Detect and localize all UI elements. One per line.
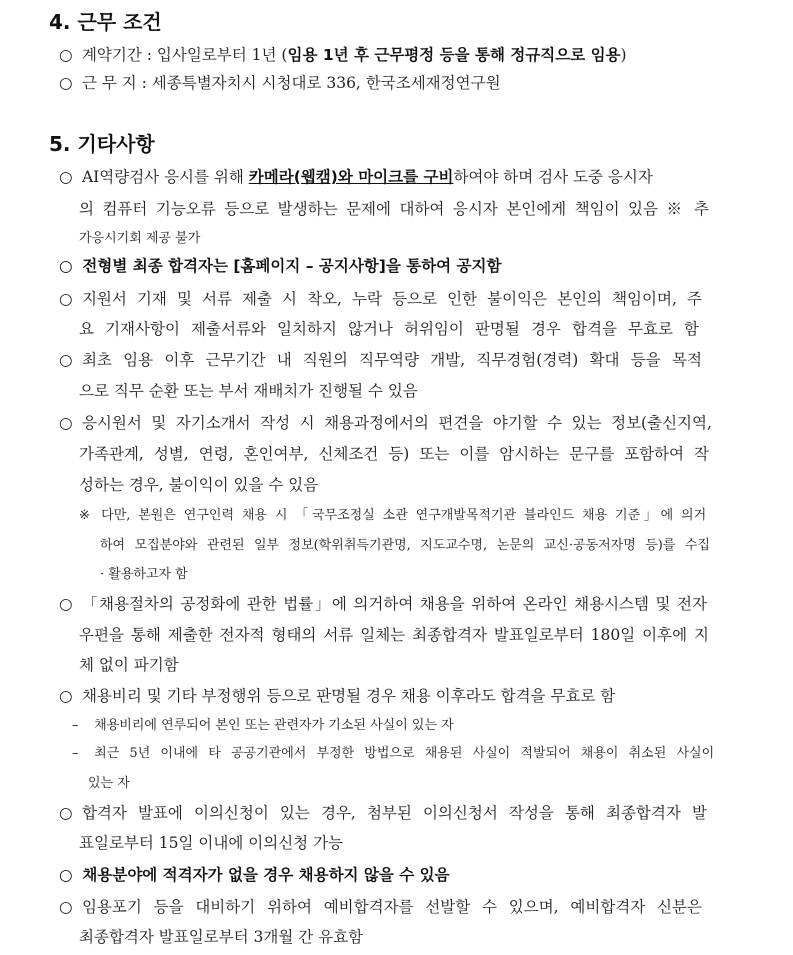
final-notice-text: 전형별 최종 합격자는 [홈페이지 – 공지사항]을 통하여 공지함 — [82, 257, 502, 275]
hiring-fraud-sub-a — [72, 716, 454, 736]
hiring-fraud-sub-a-text: 채용비리에 연루되어 본인 또는 관련자가 기소된 사실이 있는 자 — [94, 718, 454, 733]
hiring-fraud-sub-b — [72, 744, 714, 764]
reserve-candidate-item — [59, 897, 702, 917]
reserve-candidate-line-1: 임용포기 등을 대비하기 위하여 예비합격자를 선발할 수 있으며, 예비합격자 신분은 — [81, 898, 702, 916]
section-5-heading: 5. 기타사항 — [49, 132, 155, 156]
blind-hiring-note — [79, 506, 706, 526]
bullet-marker: ○ — [59, 168, 73, 186]
bullet-marker: ○ — [59, 46, 73, 64]
document-destruction-line-3: 체 없이 파기함 — [79, 656, 179, 674]
hiring-fraud-line-1: 채용비리 및 기타 부정행위 등으로 판명될 경우 채용 이후라도 합격을 무효로 함 — [81, 687, 616, 705]
ai-test-line-2: 의 컴퓨터 기능오류 등으로 발생하는 문제에 대하여 응시자 본인에게 책임이 있음 ※ 추 — [79, 200, 709, 218]
contract-period-item — [59, 45, 627, 65]
dash-marker: – — [72, 718, 79, 733]
application-error-item — [59, 289, 702, 309]
ai-test-text-pre: AI역량검사 응시를 위해 — [81, 168, 249, 186]
bullet-marker: ○ — [59, 74, 73, 92]
bullet-marker: ○ — [59, 804, 73, 822]
blind-hiring-line-2: 하여 모집분야와 관련된 일부 정보(학위취득기관명, 지도교수명, 논문의 교신·공동저자명 등)를 수집 — [100, 538, 710, 553]
ai-test-text-post: 하여야 하며 검사 도중 응시자 — [453, 168, 653, 186]
bullet-marker: ○ — [59, 687, 73, 705]
job-rotation-line-2: 으로 직무 순환 또는 부서 재배치가 진행될 수 있음 — [79, 382, 418, 400]
application-error-line-1: 지원서 기재 및 서류 제출 시 착오, 누락 등으로 인한 불이익은 본인의 책임이며, 주 — [81, 290, 702, 308]
hiring-fraud-sub-b-line-2: 있는 자 — [88, 776, 130, 791]
document-destruction-line-2: 우편을 통해 제출한 전자적 형태의 서류 일체는 최종합격자 발표일로부터 180일 이후에 지 — [79, 626, 709, 644]
job-rotation-line-1: 최초 임용 이후 근무기간 내 직원의 직무역량 개발, 직무경험(경력) 확대 등을 목적 — [81, 351, 702, 369]
blind-hiring-line-1: 다만, 본원은 연구인력 채용 시 「국무조정실 소관 연구개발목적기관 블라인드 채용 기준」에 의거 — [101, 508, 707, 523]
camera-mic-requirement: 카메라(웹캠)와 마이크를 구비 — [248, 168, 454, 186]
ai-test-line-3: 가응시기회 제공 불가 — [79, 231, 201, 246]
bullet-marker: ○ — [59, 351, 73, 369]
bias-info-item — [59, 413, 712, 433]
no-qualified-item — [59, 865, 450, 885]
bullet-marker: ○ — [59, 257, 73, 275]
section-4-heading: 4. 근무 조건 — [49, 10, 162, 34]
reserve-candidate-line-2: 최종합격자 발표일로부터 3개월 간 유효함 — [79, 928, 364, 946]
work-location-label: 근 무 지 : 세종특별자치시 시청대로 336, 한국조세재정연구원 — [81, 74, 501, 92]
bullet-marker: ○ — [59, 290, 73, 308]
final-notice-item — [59, 256, 501, 276]
job-rotation-item — [59, 350, 702, 370]
objection-item — [59, 803, 707, 823]
work-location-item — [59, 73, 501, 93]
document-destruction-line-1: 「채용절차의 공정화에 관한 법률」에 의거하여 채용을 위하여 온라인 채용시스템 및 전자 — [81, 595, 707, 613]
bias-info-line-3: 성하는 경우, 불이익이 있을 수 있음 — [79, 476, 319, 494]
note-marker: ※ — [79, 508, 90, 523]
bullet-marker: ○ — [59, 595, 73, 613]
bias-info-line-1: 응시원서 및 자기소개서 작성 시 채용과정에서의 편견을 야기할 수 있는 정보(출신지역, — [81, 414, 712, 432]
bullet-marker: ○ — [59, 866, 73, 884]
blind-hiring-line-3: · 활용하고자 함 — [100, 567, 188, 582]
contract-period-emphasis: 임용 1년 후 근무평정 등을 통해 정규직으로 임용 — [287, 46, 621, 64]
hiring-fraud-sub-b-line-1: 최근 5년 이내에 타 공공기관에서 부정한 방법으로 채용된 사실이 적발되어 채용이 취소된 사실이 — [94, 746, 715, 761]
objection-line-2: 표일로부터 15일 이내에 이의신청 가능 — [79, 834, 344, 852]
document-destruction-item — [59, 594, 707, 614]
objection-line-1: 합격자 발표에 이의신청이 있는 경우, 첨부된 이의신청서 작성을 통해 최종합격자 발 — [81, 804, 707, 822]
contract-period-label: 계약기간 : 입사일로부터 1년 ( — [81, 46, 288, 64]
hiring-fraud-item — [59, 686, 615, 706]
bias-info-line-2: 가족관계, 성별, 연령, 혼인여부, 신체조건 등) 또는 이를 암시하는 문구를 포함하여 작 — [79, 445, 709, 463]
dash-marker: – — [72, 746, 79, 761]
application-error-line-2: 요 기재사항이 제출서류와 일치하지 않거나 허위임이 판명될 경우 합격을 무효로 함 — [79, 320, 699, 338]
ai-test-item — [59, 167, 653, 187]
no-qualified-text: 채용분야에 적격자가 없을 경우 채용하지 않을 수 있음 — [82, 866, 450, 884]
bullet-marker: ○ — [59, 898, 73, 916]
bullet-marker: ○ — [59, 414, 73, 432]
contract-period-tail: ) — [620, 46, 627, 64]
